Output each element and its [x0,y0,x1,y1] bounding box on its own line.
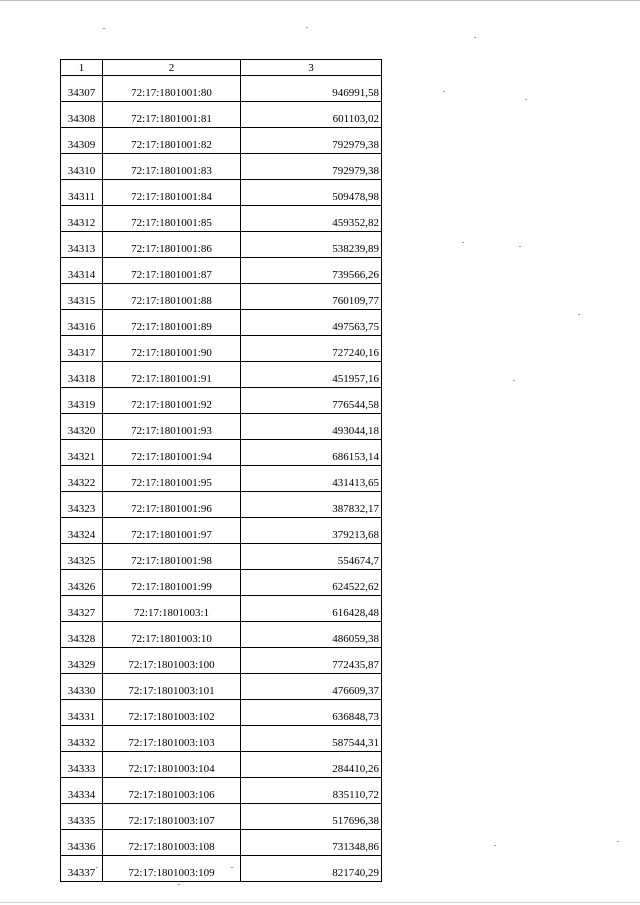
cadastral-value: 387832,17 [241,492,382,518]
cadastral-number: 72:17:1801003:104 [103,752,241,778]
row-number: 34325 [61,544,103,570]
scan-speck [474,37,476,38]
table-row [61,362,382,388]
cadastral-number: 72:17:1801001:81 [103,102,241,128]
row-number: 34332 [61,726,103,752]
table-row [61,856,382,882]
cadastral-value: 493044,18 [241,414,382,440]
header-col-3: 3 [241,60,382,76]
row-number: 34315 [61,284,103,310]
cadastral-value-table [60,59,382,882]
table-row [61,570,382,596]
cadastral-value: 538239,89 [241,232,382,258]
cadastral-value: 772435,87 [241,648,382,674]
cadastral-value: 636848,73 [241,700,382,726]
cadastral-value: 624522,62 [241,570,382,596]
scan-speck [519,246,521,247]
row-number: 34335 [61,804,103,830]
cadastral-number: 72:17:1801001:97 [103,518,241,544]
scan-speck [178,884,180,885]
cadastral-number: 72:17:1801003:109 [103,856,241,882]
cadastral-number: 72:17:1801001:89 [103,310,241,336]
table-row [61,388,382,414]
row-number: 34331 [61,700,103,726]
cadastral-value: 601103,02 [241,102,382,128]
cadastral-value: 616428,48 [241,596,382,622]
row-number: 34319 [61,388,103,414]
cadastral-value: 587544,31 [241,726,382,752]
scan-speck [513,380,515,381]
cadastral-number: 72:17:1801003:108 [103,830,241,856]
row-number: 34333 [61,752,103,778]
cadastral-number: 72:17:1801001:91 [103,362,241,388]
cadastral-value: 476609,37 [241,674,382,700]
table-row [61,648,382,674]
cadastral-number: 72:17:1801003:107 [103,804,241,830]
row-number: 34328 [61,622,103,648]
table-row [61,440,382,466]
cadastral-value: 760109,77 [241,284,382,310]
row-number: 34334 [61,778,103,804]
row-number: 34310 [61,154,103,180]
cadastral-value: 776544,58 [241,388,382,414]
cadastral-number: 72:17:1801001:85 [103,206,241,232]
cadastral-value: 554674,7 [241,544,382,570]
table-row [61,622,382,648]
table-row [61,726,382,752]
table-row [61,700,382,726]
cadastral-number: 72:17:1801001:96 [103,492,241,518]
cadastral-value: 517696,38 [241,804,382,830]
cadastral-number: 72:17:1801001:98 [103,544,241,570]
cadastral-number: 72:17:1801003:10 [103,622,241,648]
cadastral-number: 72:17:1801001:93 [103,414,241,440]
table-row [61,128,382,154]
cadastral-number: 72:17:1801003:103 [103,726,241,752]
table-row [61,180,382,206]
cadastral-value: 284410,26 [241,752,382,778]
cadastral-number: 72:17:1801003:106 [103,778,241,804]
cadastral-value: 946991,58 [241,76,382,102]
cadastral-number: 72:17:1801001:92 [103,388,241,414]
cadastral-number: 72:17:1801001:86 [103,232,241,258]
row-number: 34318 [61,362,103,388]
cadastral-number: 72:17:1801003:102 [103,700,241,726]
cadastral-number: 72:17:1801003:1 [103,596,241,622]
bottom-edge-line [0,902,640,903]
top-edge-line [0,0,640,1]
row-number: 34329 [61,648,103,674]
row-number: 34309 [61,128,103,154]
cadastral-number: 72:17:1801001:82 [103,128,241,154]
header-row [61,60,382,76]
row-number: 34317 [61,336,103,362]
cadastral-value: 835110,72 [241,778,382,804]
row-number: 34308 [61,102,103,128]
row-number: 34324 [61,518,103,544]
cadastral-value: 686153,14 [241,440,382,466]
row-number: 34316 [61,310,103,336]
table-row [61,76,382,102]
cadastral-value: 486059,38 [241,622,382,648]
cadastral-value: 497563,75 [241,310,382,336]
scan-speck [617,841,619,842]
table-row [61,804,382,830]
scan-speck [462,242,464,243]
cadastral-value: 731348,86 [241,830,382,856]
table-row [61,466,382,492]
table-body [61,76,382,882]
table-row [61,154,382,180]
table-row [61,778,382,804]
row-number: 34336 [61,830,103,856]
row-number: 34313 [61,232,103,258]
table-row [61,284,382,310]
cadastral-value: 509478,98 [241,180,382,206]
cadastral-number: 72:17:1801001:84 [103,180,241,206]
cadastral-value: 459352,82 [241,206,382,232]
cadastral-value: 431413,65 [241,466,382,492]
table-row [61,830,382,856]
row-number: 34322 [61,466,103,492]
cadastral-value: 451957,16 [241,362,382,388]
row-number: 34321 [61,440,103,466]
cadastral-number: 72:17:1801003:101 [103,674,241,700]
scan-speck [103,28,105,29]
row-number: 34326 [61,570,103,596]
table-row [61,674,382,700]
table-row [61,544,382,570]
table-row [61,232,382,258]
cadastral-value: 727240,16 [241,336,382,362]
scan-speck [578,314,580,315]
table-row [61,492,382,518]
row-number: 34323 [61,492,103,518]
cadastral-number: 72:17:1801003:100 [103,648,241,674]
scan-speck [443,91,445,92]
row-number: 34307 [61,76,103,102]
cadastral-value: 821740,29 [241,856,382,882]
header-col-1: 1 [61,60,103,76]
cadastral-number: 72:17:1801001:88 [103,284,241,310]
table-row [61,310,382,336]
cadastral-number: 72:17:1801001:95 [103,466,241,492]
scan-speck [306,27,308,28]
row-number: 34327 [61,596,103,622]
row-number: 34314 [61,258,103,284]
table-row [61,518,382,544]
row-number: 34311 [61,180,103,206]
cadastral-value: 792979,38 [241,128,382,154]
cadastral-number: 72:17:1801001:83 [103,154,241,180]
cadastral-value: 792979,38 [241,154,382,180]
row-number: 34337 [61,856,103,882]
row-number: 34312 [61,206,103,232]
table-row [61,752,382,778]
table-row [61,206,382,232]
cadastral-number: 72:17:1801001:99 [103,570,241,596]
cadastral-number: 72:17:1801001:90 [103,336,241,362]
table-row [61,102,382,128]
cadastral-number: 72:17:1801001:94 [103,440,241,466]
table-row [61,414,382,440]
cadastral-number: 72:17:1801001:87 [103,258,241,284]
row-number: 34320 [61,414,103,440]
row-number: 34330 [61,674,103,700]
cadastral-number: 72:17:1801001:80 [103,76,241,102]
cadastral-value: 379213,68 [241,518,382,544]
table-row [61,336,382,362]
scan-speck [525,99,527,100]
scan-speck [494,845,496,846]
table-row [61,258,382,284]
cadastral-value: 739566,26 [241,258,382,284]
table-row [61,596,382,622]
header-col-2: 2 [103,60,241,76]
